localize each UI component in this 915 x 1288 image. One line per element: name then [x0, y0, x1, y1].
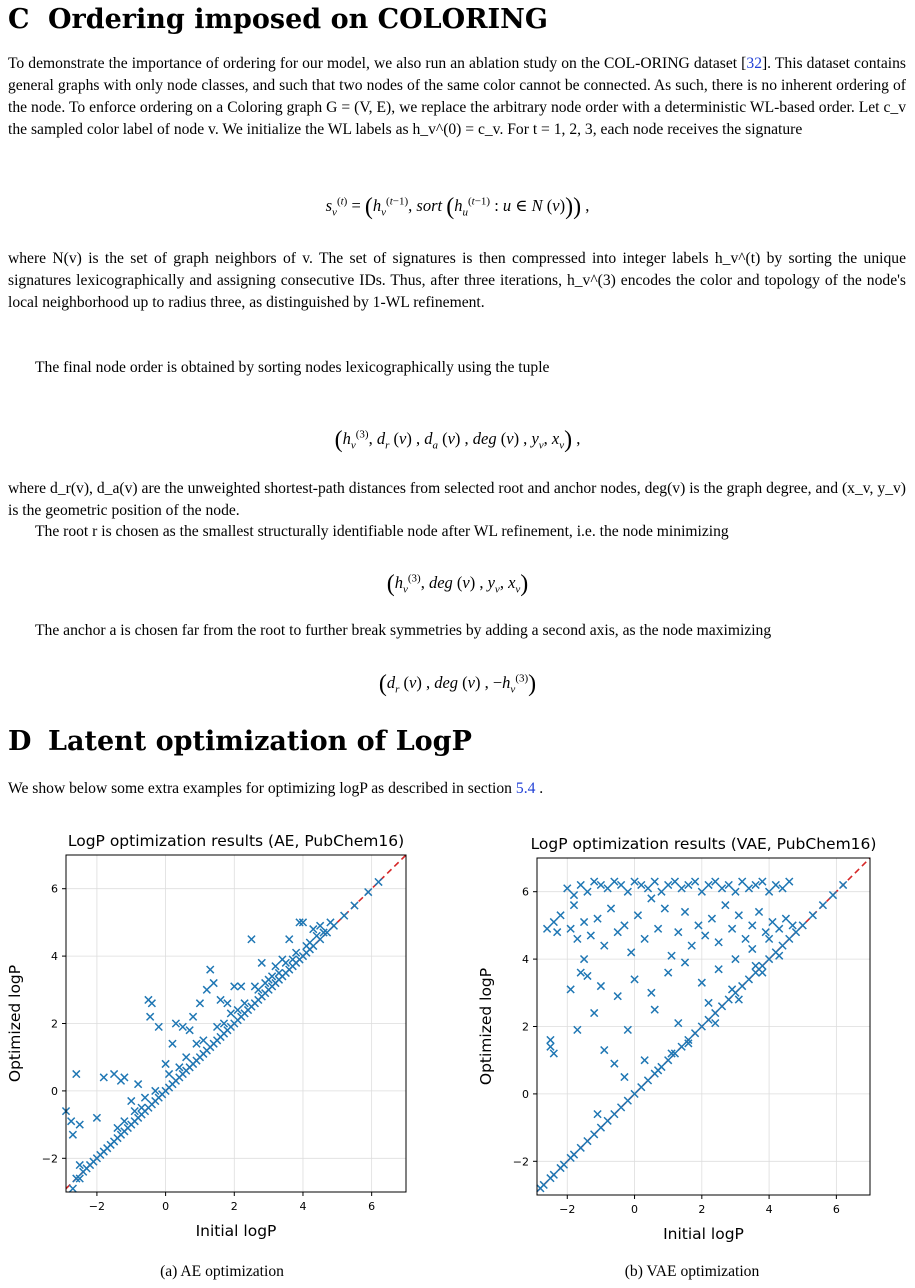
- scatter-point: [617, 1104, 624, 1111]
- scatter-point: [654, 925, 661, 932]
- scatter-point: [779, 885, 786, 892]
- scatter-point: [567, 925, 574, 932]
- section-c-paragraph-5: The root r is chosen as the smallest structurally identifiable node after WL refinement, i.e. the node minimizing: [35, 523, 729, 540]
- scatter-point: [745, 885, 752, 892]
- scatter-point: [69, 1185, 76, 1192]
- scatter-point: [624, 1026, 631, 1033]
- scatter-point: [665, 969, 672, 976]
- scatter-point: [752, 969, 759, 976]
- scatter-point: [759, 962, 766, 969]
- ordering-tuple-equation: ($h_v^{(3)}$, $d_r$ (v) , $d_a$ (v) , deg (v) , $y_v$, $x_v$) ,: [334, 427, 581, 453]
- x-tick-label: −2: [559, 1203, 576, 1216]
- citation-link-32[interactable]: 32: [746, 55, 762, 72]
- scatter-point: [193, 1040, 200, 1047]
- scatter-point: [715, 939, 722, 946]
- section-d-number: D: [8, 726, 32, 757]
- section-d-heading: [8, 726, 472, 757]
- scatter-point: [725, 881, 732, 888]
- scatter-point: [587, 932, 594, 939]
- scatter-point: [708, 915, 715, 922]
- x-tick-label: −2: [88, 1200, 106, 1213]
- scatter-point: [577, 1144, 584, 1151]
- scatter-point: [728, 986, 735, 993]
- scatter-point: [739, 878, 746, 885]
- scatter-point: [752, 962, 759, 969]
- scatter-point: [341, 912, 348, 919]
- scatter-point: [691, 878, 698, 885]
- scatter-point: [114, 1124, 121, 1131]
- scatter-point: [317, 922, 324, 929]
- scatter-point: [718, 885, 725, 892]
- scatter-point: [286, 936, 293, 943]
- section-c-paragraph-1: [8, 53, 906, 141]
- scatter-point: [782, 915, 789, 922]
- scatter-point: [327, 919, 334, 926]
- scatter-point: [762, 929, 769, 936]
- scatter-point: [570, 1151, 577, 1158]
- scatter-point: [644, 1077, 651, 1084]
- scatter-point: [550, 1050, 557, 1057]
- scatter-point: [776, 952, 783, 959]
- scatter-point: [234, 1006, 241, 1013]
- caption-a: (a) AE optimization: [160, 1263, 284, 1280]
- scatter-point: [675, 1020, 682, 1027]
- scatter-point: [255, 986, 262, 993]
- scatter-point: [68, 1118, 75, 1125]
- x-tick-label: 2: [230, 1200, 238, 1213]
- scatter-point: [745, 976, 752, 983]
- scatter-point: [678, 885, 685, 892]
- scatter-point: [241, 1000, 248, 1007]
- scatter-point: [759, 969, 766, 976]
- y-tick-label: −2: [512, 1155, 529, 1169]
- scatter-point: [554, 929, 561, 936]
- scatter-point: [749, 922, 756, 929]
- scatter-point: [258, 959, 265, 966]
- scatter-point: [272, 963, 279, 970]
- scatter-point: [238, 983, 245, 990]
- scatter-point: [792, 929, 799, 936]
- scatter-point: [138, 1104, 145, 1111]
- caption-b: (b) VAE optimization: [624, 1263, 760, 1280]
- scatter-point: [567, 986, 574, 993]
- section-c-paragraph-6: The anchor a is chosen far from the root to further break symmetries by adding a second axis, as the node maximizing: [35, 622, 772, 639]
- scatter-point: [76, 1121, 83, 1128]
- scatter-point: [594, 1111, 601, 1118]
- scatter-point: [702, 932, 709, 939]
- x-tick-label: 6: [368, 1200, 376, 1213]
- scatter-point: [705, 1016, 712, 1023]
- scatter-point: [594, 915, 601, 922]
- scatter-point: [282, 959, 289, 966]
- scatter-point: [262, 979, 269, 986]
- scatter-point: [634, 912, 641, 919]
- section-c-paragraph-3: The final node order is obtained by sorting nodes lexicographically using the tuple: [35, 359, 550, 376]
- scatter-point: [570, 902, 577, 909]
- scatter-point: [725, 996, 732, 1003]
- x-tick-label: 0: [631, 1203, 639, 1216]
- scatter-point: [547, 1036, 554, 1043]
- scatter-point: [776, 925, 783, 932]
- scatter-point: [614, 929, 621, 936]
- x-tick-label: 4: [765, 1203, 773, 1216]
- scatter-point: [641, 935, 648, 942]
- anchor-equation: ($d_r$ (v) , deg (v) , $-h_v^{(3)}$): [378, 671, 537, 697]
- scatter-point: [293, 949, 300, 956]
- scatter-point: [248, 936, 255, 943]
- y-tick-label: 0: [522, 1087, 529, 1101]
- scatter-point: [665, 1057, 672, 1064]
- scatter-point: [688, 942, 695, 949]
- scatter-point: [614, 993, 621, 1000]
- scatter-point: [739, 982, 746, 989]
- scatter-point: [570, 891, 577, 898]
- scatter-point: [179, 1023, 186, 1030]
- scatter-point: [597, 1124, 604, 1131]
- scatter-point: [69, 1131, 76, 1138]
- scatter-point: [611, 1060, 618, 1067]
- scatter-point: [675, 929, 682, 936]
- scatter-point: [584, 1137, 591, 1144]
- scatter-point: [742, 935, 749, 942]
- section-d-text-a: We show below some extra examples for optimizing logP as described in section: [8, 780, 516, 797]
- scatter-point: [712, 1009, 719, 1016]
- scatter-point: [617, 881, 624, 888]
- scatter-point: [705, 881, 712, 888]
- scatter-point: [789, 922, 796, 929]
- scatter-point: [207, 966, 214, 973]
- scatter-point: [203, 986, 210, 993]
- scatter-point: [648, 895, 655, 902]
- scatter-point: [550, 1171, 557, 1178]
- scatter-point: [604, 1117, 611, 1124]
- scatter-point: [543, 925, 550, 932]
- scatter-point: [621, 1073, 628, 1080]
- scatter-point: [176, 1064, 183, 1071]
- scatter-point: [681, 959, 688, 966]
- scatter-point: [560, 1161, 567, 1168]
- scatter-point: [665, 881, 672, 888]
- scatter-point: [196, 1000, 203, 1007]
- y-tick-label: 4: [51, 950, 58, 964]
- scatter-point: [735, 996, 742, 1003]
- scatter-point: [728, 925, 735, 932]
- scatter-point: [705, 999, 712, 1006]
- vae-scatter-chart: [470, 825, 910, 1245]
- scatter-point: [769, 918, 776, 925]
- scatter-point: [584, 972, 591, 979]
- scatter-point: [110, 1070, 117, 1077]
- root-equation: ($h_v^{(3)}$, deg (v) , $y_v$, $x_v$): [386, 571, 529, 597]
- figure-vae-optimization: [470, 825, 910, 1245]
- scatter-point: [691, 1030, 698, 1037]
- scatter-point: [591, 1009, 598, 1016]
- scatter-point: [141, 1094, 148, 1101]
- scatter-point: [755, 908, 762, 915]
- scatter-point: [214, 1023, 221, 1030]
- scatter-point: [550, 918, 557, 925]
- scatter-point: [148, 1000, 155, 1007]
- scatter-point: [165, 1070, 172, 1077]
- chart-title: LogP optimization results (VAE, PubChem16): [530, 835, 877, 853]
- scatter-point: [310, 926, 317, 933]
- scatter-point: [678, 1043, 685, 1050]
- section-c-number: C: [8, 4, 30, 35]
- scatter-point: [210, 979, 217, 986]
- scatter-point: [712, 878, 719, 885]
- section-c-paragraph-2: where N(v) is the set of graph neighbors of v. The set of signatures is then compressed into integer labels h_v^(t) by sorting the unique signatures lexicographically and assigning consecutive IDs. Thus, after three iterations, h_v^(3) encodes the color and topology of the node's local neighborhood up to radius three, as distinguished by 1-WL refinement.: [8, 250, 906, 311]
- scatter-point: [351, 902, 358, 909]
- scatter-point: [183, 1054, 190, 1061]
- scatter-point: [722, 902, 729, 909]
- scatter-point: [135, 1081, 142, 1088]
- scatter-point: [275, 969, 282, 976]
- scatter-point: [597, 881, 604, 888]
- scatter-point: [557, 912, 564, 919]
- ae-scatter-chart: [0, 825, 430, 1245]
- scatter-point: [829, 891, 836, 898]
- y-tick-label: 2: [522, 1020, 529, 1034]
- section-d-text-b: .: [535, 780, 544, 797]
- scatter-point: [654, 1067, 661, 1074]
- scatter-point: [772, 881, 779, 888]
- scatter-point: [128, 1097, 135, 1104]
- scatter-point: [289, 956, 296, 963]
- section-d-title: Latent optimization of LogP: [48, 726, 472, 757]
- y-tick-label: 2: [51, 1017, 58, 1031]
- scatter-point: [839, 881, 846, 888]
- scatter-point: [668, 952, 675, 959]
- scatter-point: [638, 881, 645, 888]
- chart-title: LogP optimization results (AE, PubChem16): [67, 832, 405, 850]
- x-axis-label: Initial logP: [663, 1225, 744, 1243]
- scatter-point: [268, 973, 275, 980]
- scatter-point: [200, 1037, 207, 1044]
- section-c-title: Ordering imposed on COLORING: [48, 4, 548, 35]
- para1-text-b: ]. This dataset contains general graphs with only node classes, and such that two nodes of the same color cannot be connected. As such, there is no inherent ordering of the node. To enforce ordering on a Coloring graph G = (V, E), we replace the arbitrary node order with a deterministic WL-based order. Let c_v the sampled color label of node v. We initialize the WL labels as h_v^(0) = c_v. For t = 1, 2, 3, each node receives the signature: [8, 55, 906, 138]
- scatter-point: [786, 878, 793, 885]
- scatter-point: [224, 1000, 231, 1007]
- scatter-point: [799, 922, 806, 929]
- scatter-point: [661, 905, 668, 912]
- scatter-point: [306, 939, 313, 946]
- y-tick-label: 6: [51, 882, 58, 896]
- para1-text-a: To demonstrate the importance of ordering for our model, we also run an ablation study on the COL-ORING dataset [: [8, 55, 747, 72]
- x-tick-label: 6: [832, 1203, 840, 1216]
- scatter-point: [591, 1131, 598, 1138]
- scatter-point: [601, 942, 608, 949]
- scatter-point: [313, 932, 320, 939]
- scatter-point: [217, 996, 224, 1003]
- y-axis-label: Optimized logP: [6, 964, 24, 1083]
- scatter-point: [624, 1097, 631, 1104]
- scatter-point: [685, 881, 692, 888]
- scatter-point: [809, 912, 816, 919]
- scatter-point: [227, 1010, 234, 1017]
- scatter-point: [540, 1181, 547, 1188]
- figure-ae-optimization: [0, 825, 430, 1245]
- scatter-point: [131, 1108, 138, 1115]
- scatter-point: [147, 1013, 154, 1020]
- scatter-point: [735, 912, 742, 919]
- scatter-point: [641, 1057, 648, 1064]
- scatter-point: [651, 878, 658, 885]
- scatter-point: [638, 1084, 645, 1091]
- scatter-point: [611, 878, 618, 885]
- scatter-point: [365, 888, 372, 895]
- y-tick-label: −2: [41, 1152, 58, 1166]
- y-tick-label: 6: [522, 885, 529, 899]
- scatter-point: [189, 1013, 196, 1020]
- scatter-point: [591, 878, 598, 885]
- scatter-point: [607, 905, 614, 912]
- scatter-point: [580, 918, 587, 925]
- section-d-paragraph: [8, 778, 906, 800]
- scatter-point: [121, 1118, 128, 1125]
- scatter-point: [76, 1161, 83, 1168]
- scatter-point: [604, 885, 611, 892]
- scatter-point: [671, 878, 678, 885]
- section-c-heading: [8, 4, 548, 35]
- scatter-point: [601, 1046, 608, 1053]
- y-tick-label: 4: [522, 953, 529, 967]
- scatter-point: [73, 1070, 80, 1077]
- scatter-point: [611, 1111, 618, 1118]
- scatter-point: [186, 1027, 193, 1034]
- section-link-5-4[interactable]: 5.4: [515, 780, 536, 797]
- scatter-point: [648, 989, 655, 996]
- scatter-point: [651, 1006, 658, 1013]
- scatter-point: [718, 1003, 725, 1010]
- scatter-point: [628, 949, 635, 956]
- scatter-point: [819, 902, 826, 909]
- x-tick-label: 4: [299, 1200, 307, 1213]
- section-c-paragraph-4: where d_r(v), d_a(v) are the unweighted shortest-path distances from selected root and anchor nodes, deg(v) is the graph degree, and (x_v, y_v) is the geometric position of the node.: [8, 480, 906, 519]
- scatter-point: [577, 881, 584, 888]
- scatter-point: [574, 935, 581, 942]
- x-tick-label: 2: [698, 1203, 706, 1216]
- scatter-point: [681, 908, 688, 915]
- scatter-point: [621, 922, 628, 929]
- y-axis-label: Optimized logP: [477, 967, 495, 1086]
- scatter-point: [597, 982, 604, 989]
- scatter-point: [786, 935, 793, 942]
- scatter-point: [752, 881, 759, 888]
- scatter-point: [644, 885, 651, 892]
- scatter-point: [100, 1074, 107, 1081]
- x-axis-label: Initial logP: [195, 1222, 277, 1240]
- scatter-point: [577, 969, 584, 976]
- scatter-point: [547, 1043, 554, 1050]
- scatter-point: [712, 1020, 719, 1027]
- scatter-point: [749, 945, 756, 952]
- scatter-point: [574, 1026, 581, 1033]
- scatter-point: [169, 1040, 176, 1047]
- signature-equation: $s_v^{(t)} = (h_v^{(t-1)}$, sort ($h_u^{(t-1)}$ : u ∈ N (v))) ,: [325, 194, 590, 220]
- scatter-point: [779, 942, 786, 949]
- scatter-point: [715, 966, 722, 973]
- scatter-point: [121, 1074, 128, 1081]
- scatter-point: [759, 878, 766, 885]
- scatter-point: [695, 922, 702, 929]
- scatter-point: [375, 878, 382, 885]
- y-tick-label: 0: [51, 1084, 58, 1098]
- x-tick-label: 0: [162, 1200, 170, 1213]
- scatter-point: [155, 1023, 162, 1030]
